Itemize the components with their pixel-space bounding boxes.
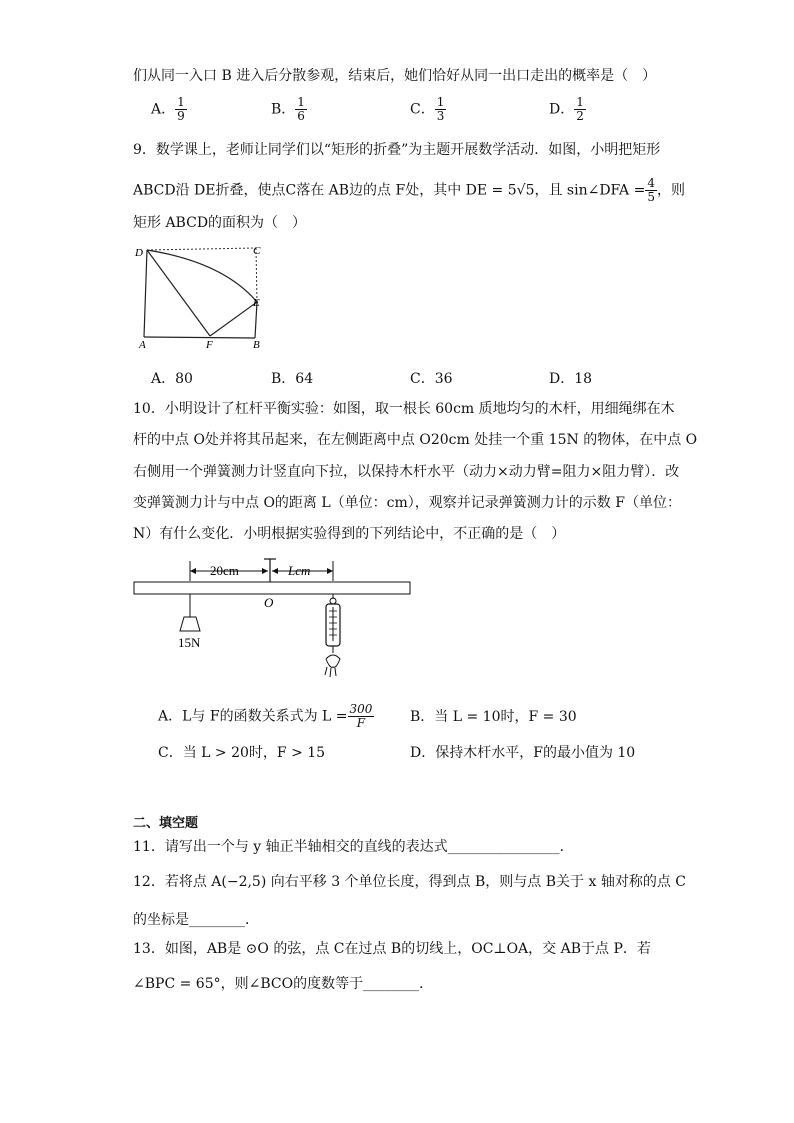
q9-line2: ABCD沿 DE折叠，使点C落在 AB边的点 F处，其中 DE = 5√5，且 sin∠DFA = $\frac{4}{5}$ ，则: [133, 176, 685, 204]
q8-text: 们从同一入口 B 进入后分散参观，结束后，她们恰好从同一出口走出的概率是（ ）: [133, 68, 657, 84]
q10-figure: [130, 555, 415, 685]
q10-arrow-right-b: [327, 568, 333, 574]
q10-label-20cm: 20cm: [210, 563, 239, 578]
q9-line3: 矩形 ABCD的面积为（ ）: [133, 215, 307, 231]
q10-option-d[interactable]: D．保持木杆水平，F的最小值为 10: [410, 745, 636, 761]
q10-rod: [134, 582, 410, 594]
q10-arrow-left-b: [262, 568, 268, 574]
q9-segment-fe: [210, 302, 257, 336]
q10-hand-icon: [326, 655, 340, 667]
q10-line1: 10．小明设计了杠杆平衡实验：如图，取一根长 60cm 质地均匀的木杆，用细绳绑在木: [133, 401, 675, 417]
q9-edge-dc: [147, 248, 256, 250]
q10-line5: N）有什么变化．小明根据实验得到的下列结论中，不正确的是（ ）: [133, 526, 566, 542]
q9-figure: [133, 240, 268, 352]
q8-option-d[interactable]: D． $\frac{1}{2}$: [549, 95, 584, 123]
q10-label-o: O: [264, 595, 274, 610]
q8-option-c[interactable]: C． $\frac{1}{3}$: [410, 95, 445, 123]
q9-fold-de: [147, 250, 257, 302]
q9-label-d: D: [135, 247, 143, 259]
q10-line4: 变弹簧测力计与中点 O的距离 L（单位：cm），观察并记录弹簧测力计的示数 F（单位：: [133, 495, 681, 511]
q12-line2: 的坐标是________．: [133, 912, 259, 928]
q10-arrow-left-a: [190, 568, 196, 574]
q10-option-a[interactable]: A．L与 F的函数关系式为 L = $\frac{300}{F}$: [158, 702, 373, 730]
q9-option-a[interactable]: A．80: [151, 371, 193, 387]
q9-label-f: F: [206, 339, 213, 351]
q8-option-b[interactable]: B． $\frac{1}{6}$: [271, 95, 305, 123]
q9-option-b[interactable]: B．64: [271, 371, 314, 387]
q9-label-b: B: [253, 339, 260, 351]
q9-edge-da: [144, 250, 147, 337]
q12-line1: 12．若将点 A(−2,5) 向右平移 3 个单位长度，得到点 B，则与点 B关于 x 轴对称的点 C: [133, 874, 686, 890]
q8-option-a[interactable]: A． $\frac{1}{9}$: [151, 95, 185, 123]
q10-label-lcm: Lcm: [288, 563, 311, 578]
q10-hand-fingers: [325, 667, 336, 677]
q9-label-e: E: [253, 297, 260, 309]
q10-option-b[interactable]: B．当 L = 10时，F = 30: [410, 709, 577, 725]
q10-line2: 杆的中点 O处并将其吊起来，在左侧距离中点 O20cm 处挂一个重 15N 的物体，在中点 O: [133, 432, 698, 448]
q10-line3: 右侧用一个弹簧测力计竖直向下拉，以保持木杆水平（动力×动力臂=阻力×阻力臂）．改: [133, 464, 680, 480]
q13-line1: 13．如图，AB是 ⊙O 的弦，点 C在过点 B的切线上，OC⊥OA，交 AB于点 P．若: [133, 941, 651, 957]
q9-option-c[interactable]: C．36: [410, 371, 453, 387]
q10-label-15n: 15N: [178, 635, 201, 650]
q9-label-a: A: [139, 339, 146, 351]
q9-segment-df: [147, 250, 210, 336]
q10-option-c[interactable]: C．当 L > 20时，F > 15: [158, 745, 326, 761]
q10-weight: [180, 617, 200, 631]
q9-label-c: C: [253, 245, 261, 257]
q11-text: 11．请写出一个与 y 轴正半轴相交的直线的表达式________________．: [133, 839, 574, 855]
q9-line1: 9．数学课上，老师让同学们以“矩形的折叠”为主题开展数学活动．如图，小明把矩形: [133, 142, 661, 158]
q13-line2: ∠BPC = 65°，则∠BCO的度数等于________．: [133, 976, 434, 992]
q9-option-d[interactable]: D．18: [549, 371, 593, 387]
q9-edge-ab: [144, 337, 255, 338]
q10-arrow-right-a: [272, 568, 278, 574]
section-title-fill-in: 二、填空题: [133, 816, 199, 831]
